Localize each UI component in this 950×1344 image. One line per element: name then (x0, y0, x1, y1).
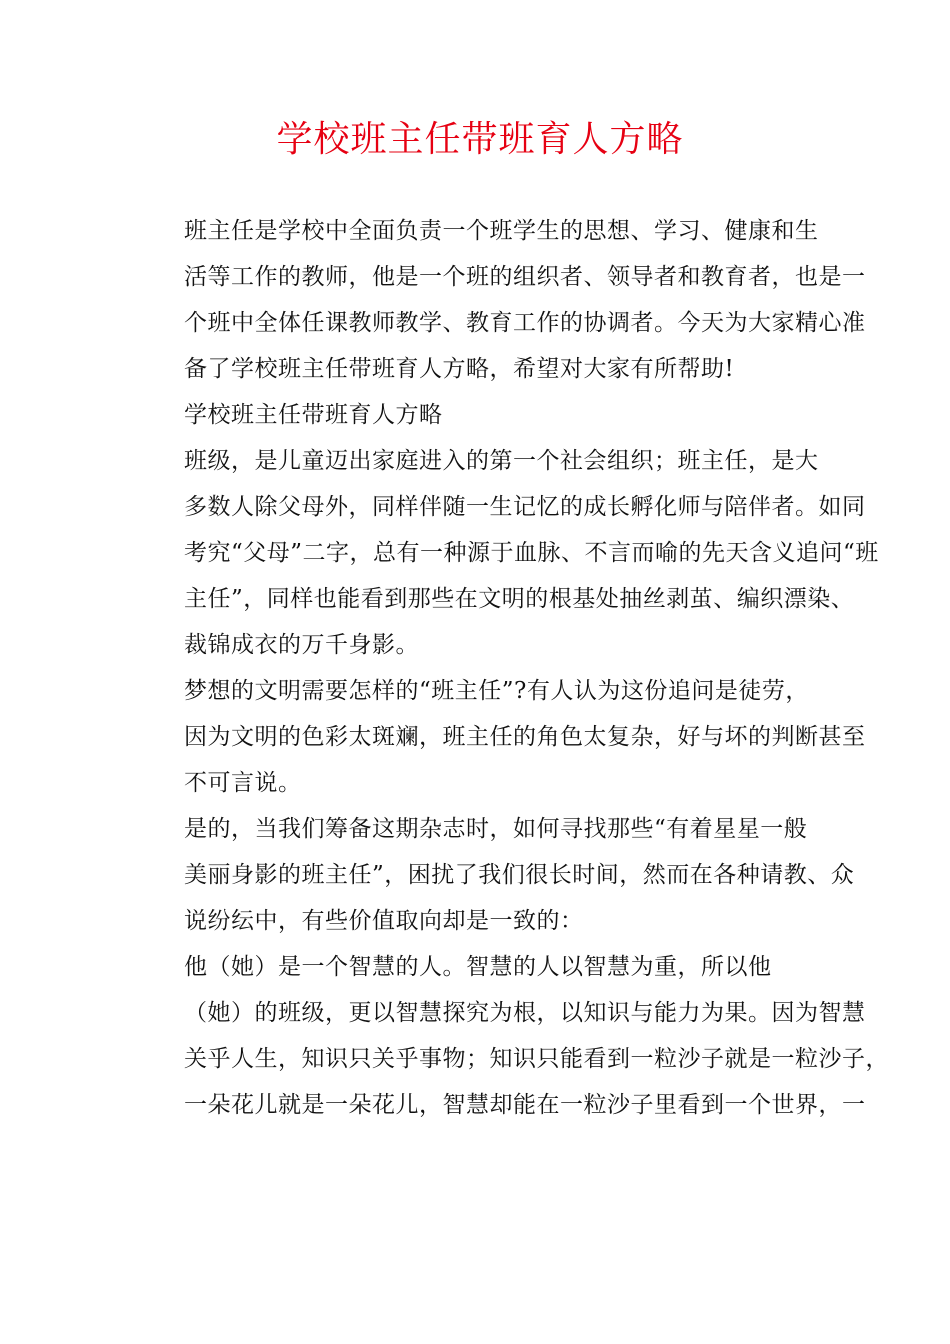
paragraph-line: 活等工作的教师，他是一个班的组织者、领导者和教育者，也是一 (184, 264, 866, 290)
paragraph (138, 438, 879, 668)
paragraph (138, 668, 866, 806)
paragraph-line: 多数人除父母外，同样伴随一生记忆的成长孵化师与陪伴者。如同 (184, 494, 866, 520)
paragraph-line: 学校班主任带班育人方略 (184, 402, 443, 428)
paragraph (138, 806, 855, 944)
paragraph-line: （她）的班级，更以智慧探究为根，以知识与能力为果。因为智慧 (184, 1000, 866, 1026)
paragraph (138, 944, 889, 1128)
paragraph-line: 是的，当我们筹备这期杂志时，如何寻找那些“有着星星一般 (184, 816, 808, 842)
paragraph-line: 美丽身影的班主任”，困扰了我们很长时间，然而在各种请教、众 (184, 862, 855, 888)
paragraph-line: 班级，是儿童迈出家庭进入的第一个社会组织；班主任，是大 (184, 448, 819, 474)
document-title: 学校班主任带班育人方略 (276, 119, 684, 160)
paragraph-line: 他（她）是一个智慧的人。智慧的人以智慧为重，所以他 (184, 954, 772, 980)
paragraph-line: 不可言说。 (184, 770, 302, 796)
paragraph-line: 个班中全体任课教师教学、教育工作的协调者。今天为大家精心准 (184, 310, 866, 336)
paragraph-line: 主任”，同样也能看到那些在文明的根基处抽丝剥茧、编织漂染、 (184, 586, 855, 612)
paragraph (138, 392, 822, 438)
paragraph-line: 因为文明的色彩太斑斓，班主任的角色太复杂，好与坏的判断甚至 (184, 724, 866, 750)
paragraph-line: 梦想的文明需要怎样的“班主任”?有人认为这份追问是徒劳， (184, 678, 809, 704)
paragraph-line: 班主任是学校中全面负责一个班学生的思想、学习、健康和生 (184, 218, 819, 244)
paragraph-line: 一朵花儿就是一朵花儿，智慧却能在一粒沙子里看到一个世界，一 (184, 1092, 866, 1118)
paragraph (138, 208, 866, 392)
paragraph-line: 说纷纭中，有些价值取向却是一致的： (184, 908, 584, 934)
paragraph-line: 关乎人生，知识只关乎事物；知识只能看到一粒沙子就是一粒沙子， (184, 1046, 889, 1072)
document-body (138, 208, 889, 1128)
paragraph-line: 裁锦成衣的万千身影。 (184, 632, 419, 658)
paragraph-line: 备了学校班主任带班育人方略，希望对大家有所帮助! (184, 356, 735, 382)
paragraph-line: 考究“父母”二字，总有一种源于血脉、不言而喻的先天含义追问“班 (184, 540, 879, 566)
